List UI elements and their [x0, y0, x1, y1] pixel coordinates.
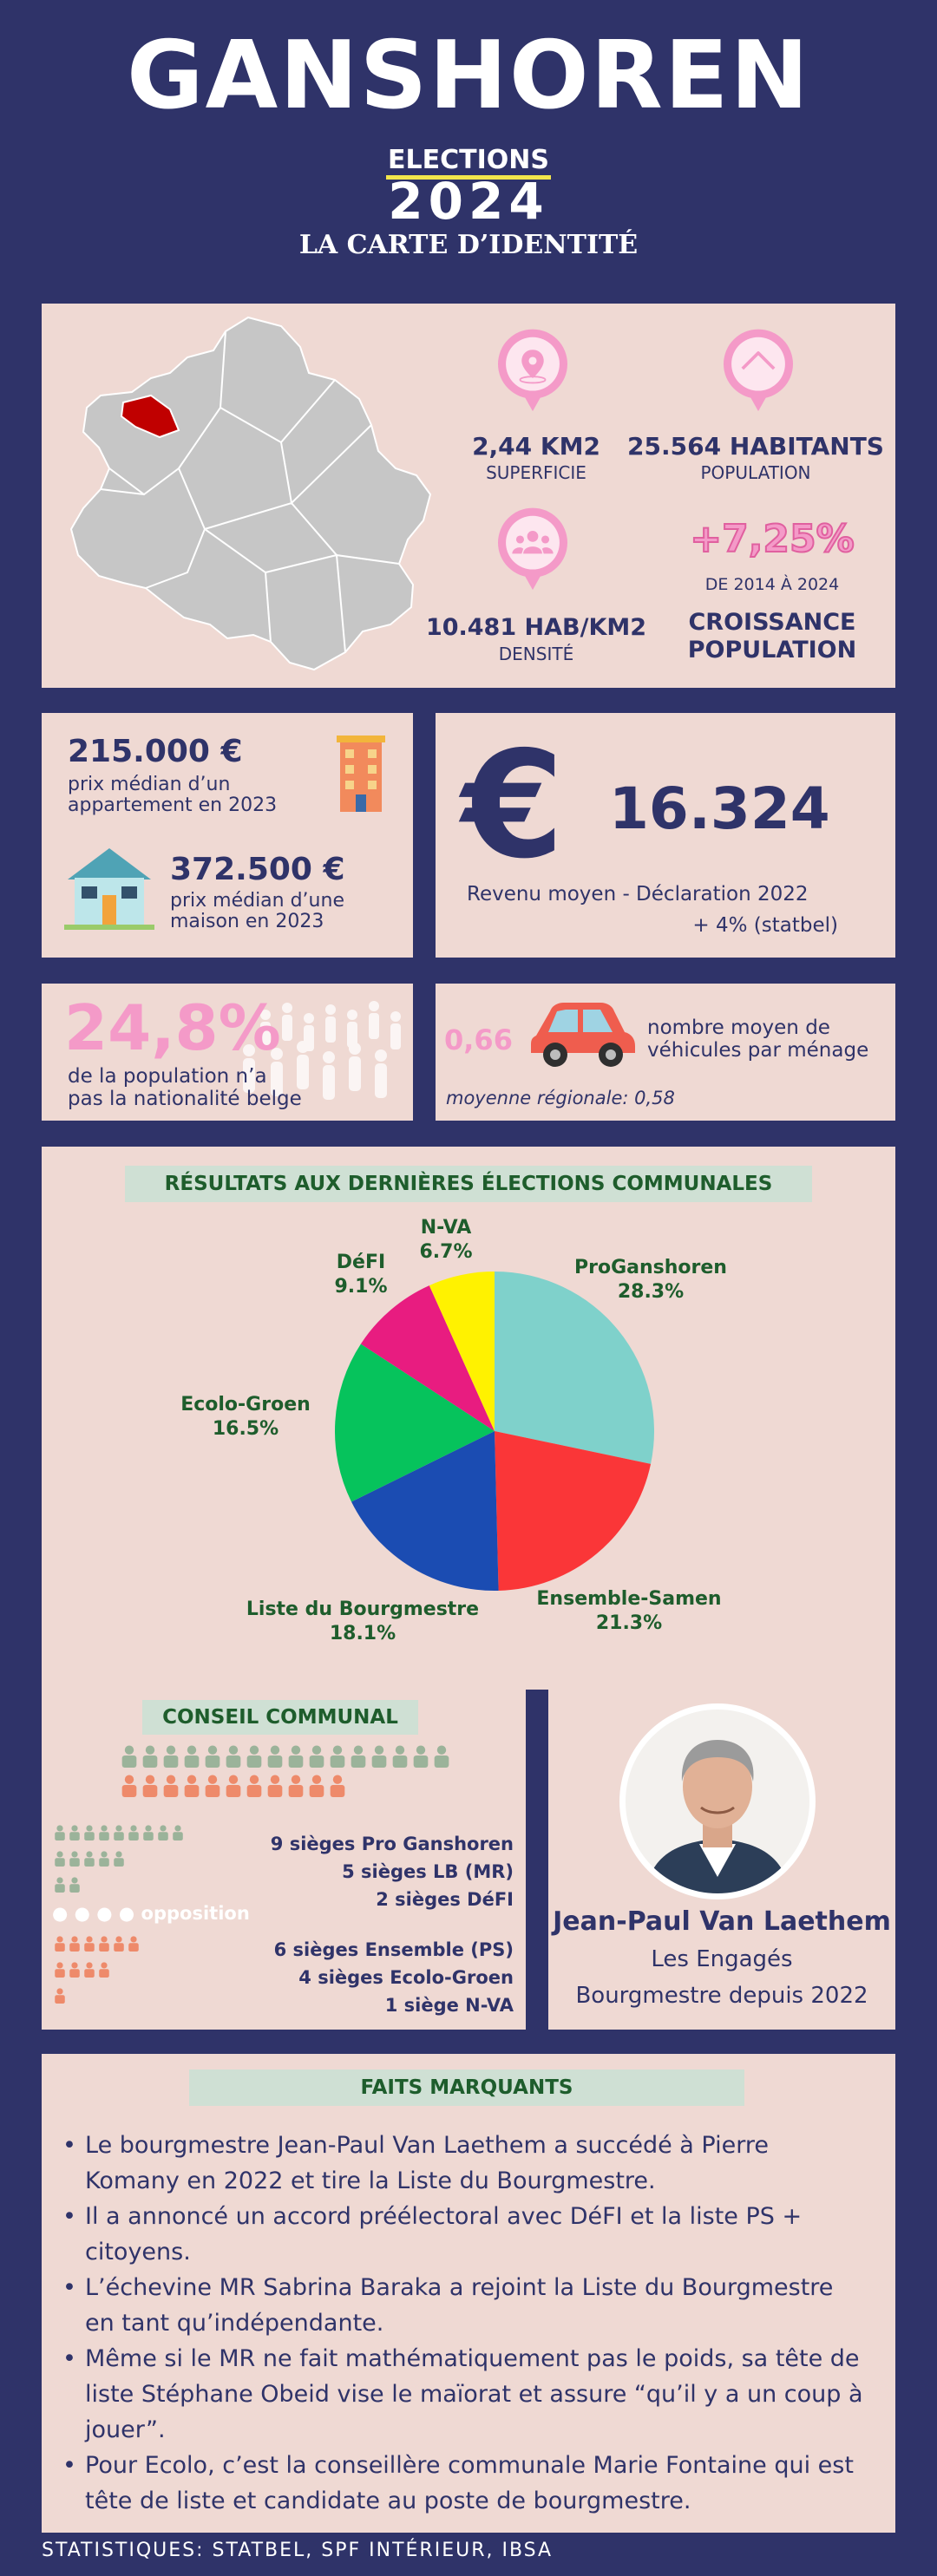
- fact-item: • L’échevine MR Sabrina Baraka a rejoint la Liste du Bourgmestre en tant qu’indépendante.: [62, 2270, 869, 2341]
- page-subtitle: LA CARTE D’IDENTITÉ: [298, 230, 639, 260]
- nationality-value: 24,8%: [64, 991, 281, 1064]
- apartment-label-1: prix médian d’un: [68, 774, 231, 795]
- council-seats-graphic: [118, 1745, 465, 1802]
- seat-figure: [69, 1825, 80, 1840]
- pie-label-liste-du-bourgmestre-value: 18.1%: [329, 1623, 396, 1644]
- mayor-role: Bourgmestre depuis 2022: [575, 1983, 868, 2009]
- seat-figure: [173, 1825, 183, 1840]
- opposition-seat-line: 6 sièges Ensemble (PS): [273, 1939, 514, 1960]
- seat-figure: [143, 1775, 158, 1797]
- mayor-name: Jean-Paul Van Laethem: [553, 1906, 891, 1937]
- opposition-marker: [52, 1903, 250, 1924]
- seat-figure: [143, 1746, 158, 1768]
- vehicles-label-1: nombre moyen de: [647, 1017, 830, 1039]
- results-panel: [42, 1147, 895, 1690]
- apartment-building-icon: [335, 732, 387, 812]
- seat-figure: [69, 1851, 80, 1867]
- seat-figure: [226, 1746, 241, 1768]
- vehicles-label-2: véhicules par ménage: [647, 1039, 869, 1062]
- seat-figure: [55, 1851, 65, 1867]
- income-change: + 4% (statbel): [692, 914, 838, 937]
- income-value: 16.324: [609, 775, 830, 842]
- elections-text: ELECTIONS: [386, 145, 551, 180]
- pie-label-nva-name: N-VA: [420, 1217, 472, 1239]
- density-label: DENSITÉ: [498, 644, 574, 664]
- majority-seat-line: 5 sièges LB (MR): [342, 1861, 514, 1882]
- seat-figure: [206, 1746, 220, 1768]
- seat-figure: [84, 1825, 95, 1840]
- vehicles-panel: [436, 984, 895, 1121]
- seat-figure: [268, 1746, 283, 1768]
- pie-label-ecolo-groen-name: Ecolo-Groen: [180, 1394, 311, 1415]
- seat-figure: [435, 1746, 449, 1768]
- seat-figure: [289, 1775, 304, 1797]
- seat-figure: [158, 1825, 168, 1840]
- nationality-panel: [42, 984, 413, 1121]
- seat-figure: [226, 1775, 241, 1797]
- seat-figure: [185, 1746, 200, 1768]
- council-content: [42, 1690, 526, 2030]
- seat-figure: [143, 1825, 154, 1840]
- fact-item: • Il a annoncé un accord préélectoral avec DéFI et la liste PS + citoyens.: [62, 2199, 869, 2270]
- page-title: GANSHOREN: [127, 22, 810, 130]
- seat-figure: [99, 1962, 109, 1978]
- seat-figure: [69, 1877, 80, 1893]
- elections-label: [0, 146, 937, 175]
- seat-figure: [122, 1746, 137, 1768]
- apartment-price: 215.000 €: [68, 734, 243, 769]
- mayor-portrait: [619, 1703, 816, 1899]
- seat-figure: [55, 1962, 65, 1978]
- seat-figure: [247, 1746, 262, 1768]
- pie-label-proganshoren: [564, 1256, 737, 1304]
- results-pie-chart: [328, 1265, 661, 1598]
- pie-label-nva: [403, 1216, 489, 1265]
- opposition-seat-line: 4 sièges Ecolo-Groen: [298, 1967, 514, 1988]
- seat-figure: [99, 1825, 109, 1840]
- seat-figure: [55, 1936, 65, 1952]
- seat-figure: [310, 1746, 324, 1768]
- seat-figure: [206, 1775, 220, 1797]
- pie-label-defi-name: DéFI: [336, 1252, 386, 1273]
- pie-label-ensemble-samen: [529, 1587, 729, 1636]
- majority-seat-line: 2 sièges DéFI: [376, 1889, 514, 1910]
- pie-label-ecolo-groen-value: 16.5%: [212, 1418, 279, 1440]
- people-icon: [489, 505, 576, 592]
- seat-figure: [185, 1775, 200, 1797]
- growth-label-1: CROISSANCE: [688, 609, 856, 636]
- seat-figure: [289, 1746, 304, 1768]
- opposition-label: opposition: [141, 1903, 250, 1924]
- opposition-dots: ● ● ● ●: [52, 1903, 141, 1924]
- growth-period: DE 2014 À 2024: [704, 575, 840, 594]
- seat-figure: [55, 1877, 65, 1893]
- euro-icon: €: [462, 720, 565, 892]
- opposition-seat-line: 1 siège N-VA: [384, 1995, 514, 2016]
- nationality-label-1: de la population n’a: [68, 1065, 267, 1088]
- vehicles-regional: moyenne régionale: 0,58: [446, 1088, 675, 1108]
- results-title: RÉSULTATS AUX DERNIÈRES ÉLECTIONS COMMUNALES: [125, 1166, 812, 1202]
- opposition-list: [274, 1936, 514, 2019]
- income-label: Revenu moyen - Déclaration 2022: [467, 883, 809, 906]
- growth-label-2: POPULATION: [687, 637, 857, 664]
- mayor-party: Les Engagés: [651, 1946, 793, 1972]
- seat-figure: [99, 1936, 109, 1952]
- nationality-label-2: pas la nationalité belge: [68, 1088, 302, 1110]
- majority-seats-graphic: [52, 1825, 191, 1903]
- pie-label-defi-value: 9.1%: [334, 1276, 388, 1298]
- house-price: 372.500 €: [170, 852, 345, 887]
- home-icon: [715, 326, 802, 413]
- election-year: 2024: [388, 172, 549, 231]
- seat-figure: [55, 1825, 65, 1840]
- density-value: 10.481 HAB/KM2: [425, 614, 647, 641]
- growth-value: +7,25%: [690, 517, 855, 561]
- location-pin-icon: [489, 326, 576, 413]
- pie-label-ensemble-samen-value: 21.3%: [595, 1612, 663, 1634]
- fact-item: • Même si le MR ne fait mathématiquement pas le poids, sa tête de liste Stéphane Obeid vise le maïorat et assure “qu’il y a un coup à jouer”.: [62, 2341, 869, 2448]
- seat-figure: [114, 1851, 124, 1867]
- fact-item: • Pour Ecolo, c’est la conseillère communale Marie Fontaine qui est tête de liste et candidate au poste de bourgmestre.: [62, 2448, 869, 2519]
- seat-figure: [84, 1936, 95, 1952]
- seat-figure: [247, 1775, 262, 1797]
- seat-figure: [372, 1746, 387, 1768]
- income-panel: [436, 713, 895, 958]
- seat-figure: [99, 1851, 109, 1867]
- apartment-label-2: appartement en 2023: [68, 794, 278, 816]
- seat-figure: [128, 1936, 139, 1952]
- house-label-2: maison en 2023: [170, 911, 324, 932]
- pie-label-ensemble-samen-name: Ensemble-Samen: [536, 1588, 722, 1610]
- pie-label-defi: [318, 1251, 404, 1299]
- seat-figure: [114, 1936, 124, 1952]
- pie-label-liste-du-bourgmestre: [233, 1598, 493, 1646]
- brussels-map: [49, 312, 456, 677]
- seat-figure: [393, 1746, 408, 1768]
- footer-sources: STATISTIQUES: STATBEL, SPF INTÉRIEUR, IBSA: [42, 2540, 554, 2561]
- vehicles-value: 0,66: [444, 1023, 513, 1056]
- seat-figure: [268, 1775, 283, 1797]
- seat-figure: [84, 1962, 95, 1978]
- seat-figure: [164, 1775, 179, 1797]
- seat-figure: [164, 1746, 179, 1768]
- majority-list: [271, 1830, 514, 1913]
- car-icon: [527, 996, 639, 1070]
- seat-figure: [55, 1988, 65, 2004]
- seat-figure: [122, 1775, 137, 1797]
- council-title: CONSEIL COMMUNAL: [142, 1700, 418, 1735]
- mayor-panel: [548, 1690, 895, 2030]
- seat-figure: [69, 1962, 80, 1978]
- pie-label-nva-value: 6.7%: [419, 1241, 473, 1263]
- seat-figure: [331, 1746, 345, 1768]
- seat-figure: [310, 1775, 324, 1797]
- housing-panel: [42, 713, 413, 958]
- majority-seat-line: 9 sièges Pro Ganshoren: [270, 1834, 514, 1854]
- fact-item: • Le bourgmestre Jean-Paul Van Laethem a succédé à Pierre Komany en 2022 et tire la Liste du Bourgmestre.: [62, 2128, 869, 2199]
- facts-title: FAITS MARQUANTS: [189, 2069, 744, 2106]
- pie-label-proganshoren-value: 28.3%: [617, 1281, 685, 1303]
- identity-panel: [42, 304, 895, 688]
- seat-figure: [331, 1775, 345, 1797]
- seat-figure: [351, 1746, 366, 1768]
- seat-figure: [84, 1851, 95, 1867]
- pie-label-liste-du-bourgmestre-name: Liste du Bourgmestre: [246, 1599, 480, 1620]
- population-label: POPULATION: [700, 462, 811, 483]
- pie-label-ecolo-groen: [172, 1393, 319, 1442]
- area-value: 2,44 KM2: [472, 432, 600, 461]
- seat-figure: [114, 1825, 124, 1840]
- opposition-seats-graphic: [52, 1936, 191, 2014]
- seat-figure: [414, 1746, 429, 1768]
- house-icon: [64, 843, 154, 930]
- area-label: SUPERFICIE: [486, 462, 586, 483]
- seat-figure: [128, 1825, 139, 1840]
- population-value: 25.564 HABITANTS: [627, 432, 884, 461]
- seat-figure: [69, 1936, 80, 1952]
- facts-list: [62, 2128, 869, 2519]
- pie-label-proganshoren-name: ProGanshoren: [574, 1257, 727, 1278]
- house-label-1: prix médian d’une: [170, 890, 344, 912]
